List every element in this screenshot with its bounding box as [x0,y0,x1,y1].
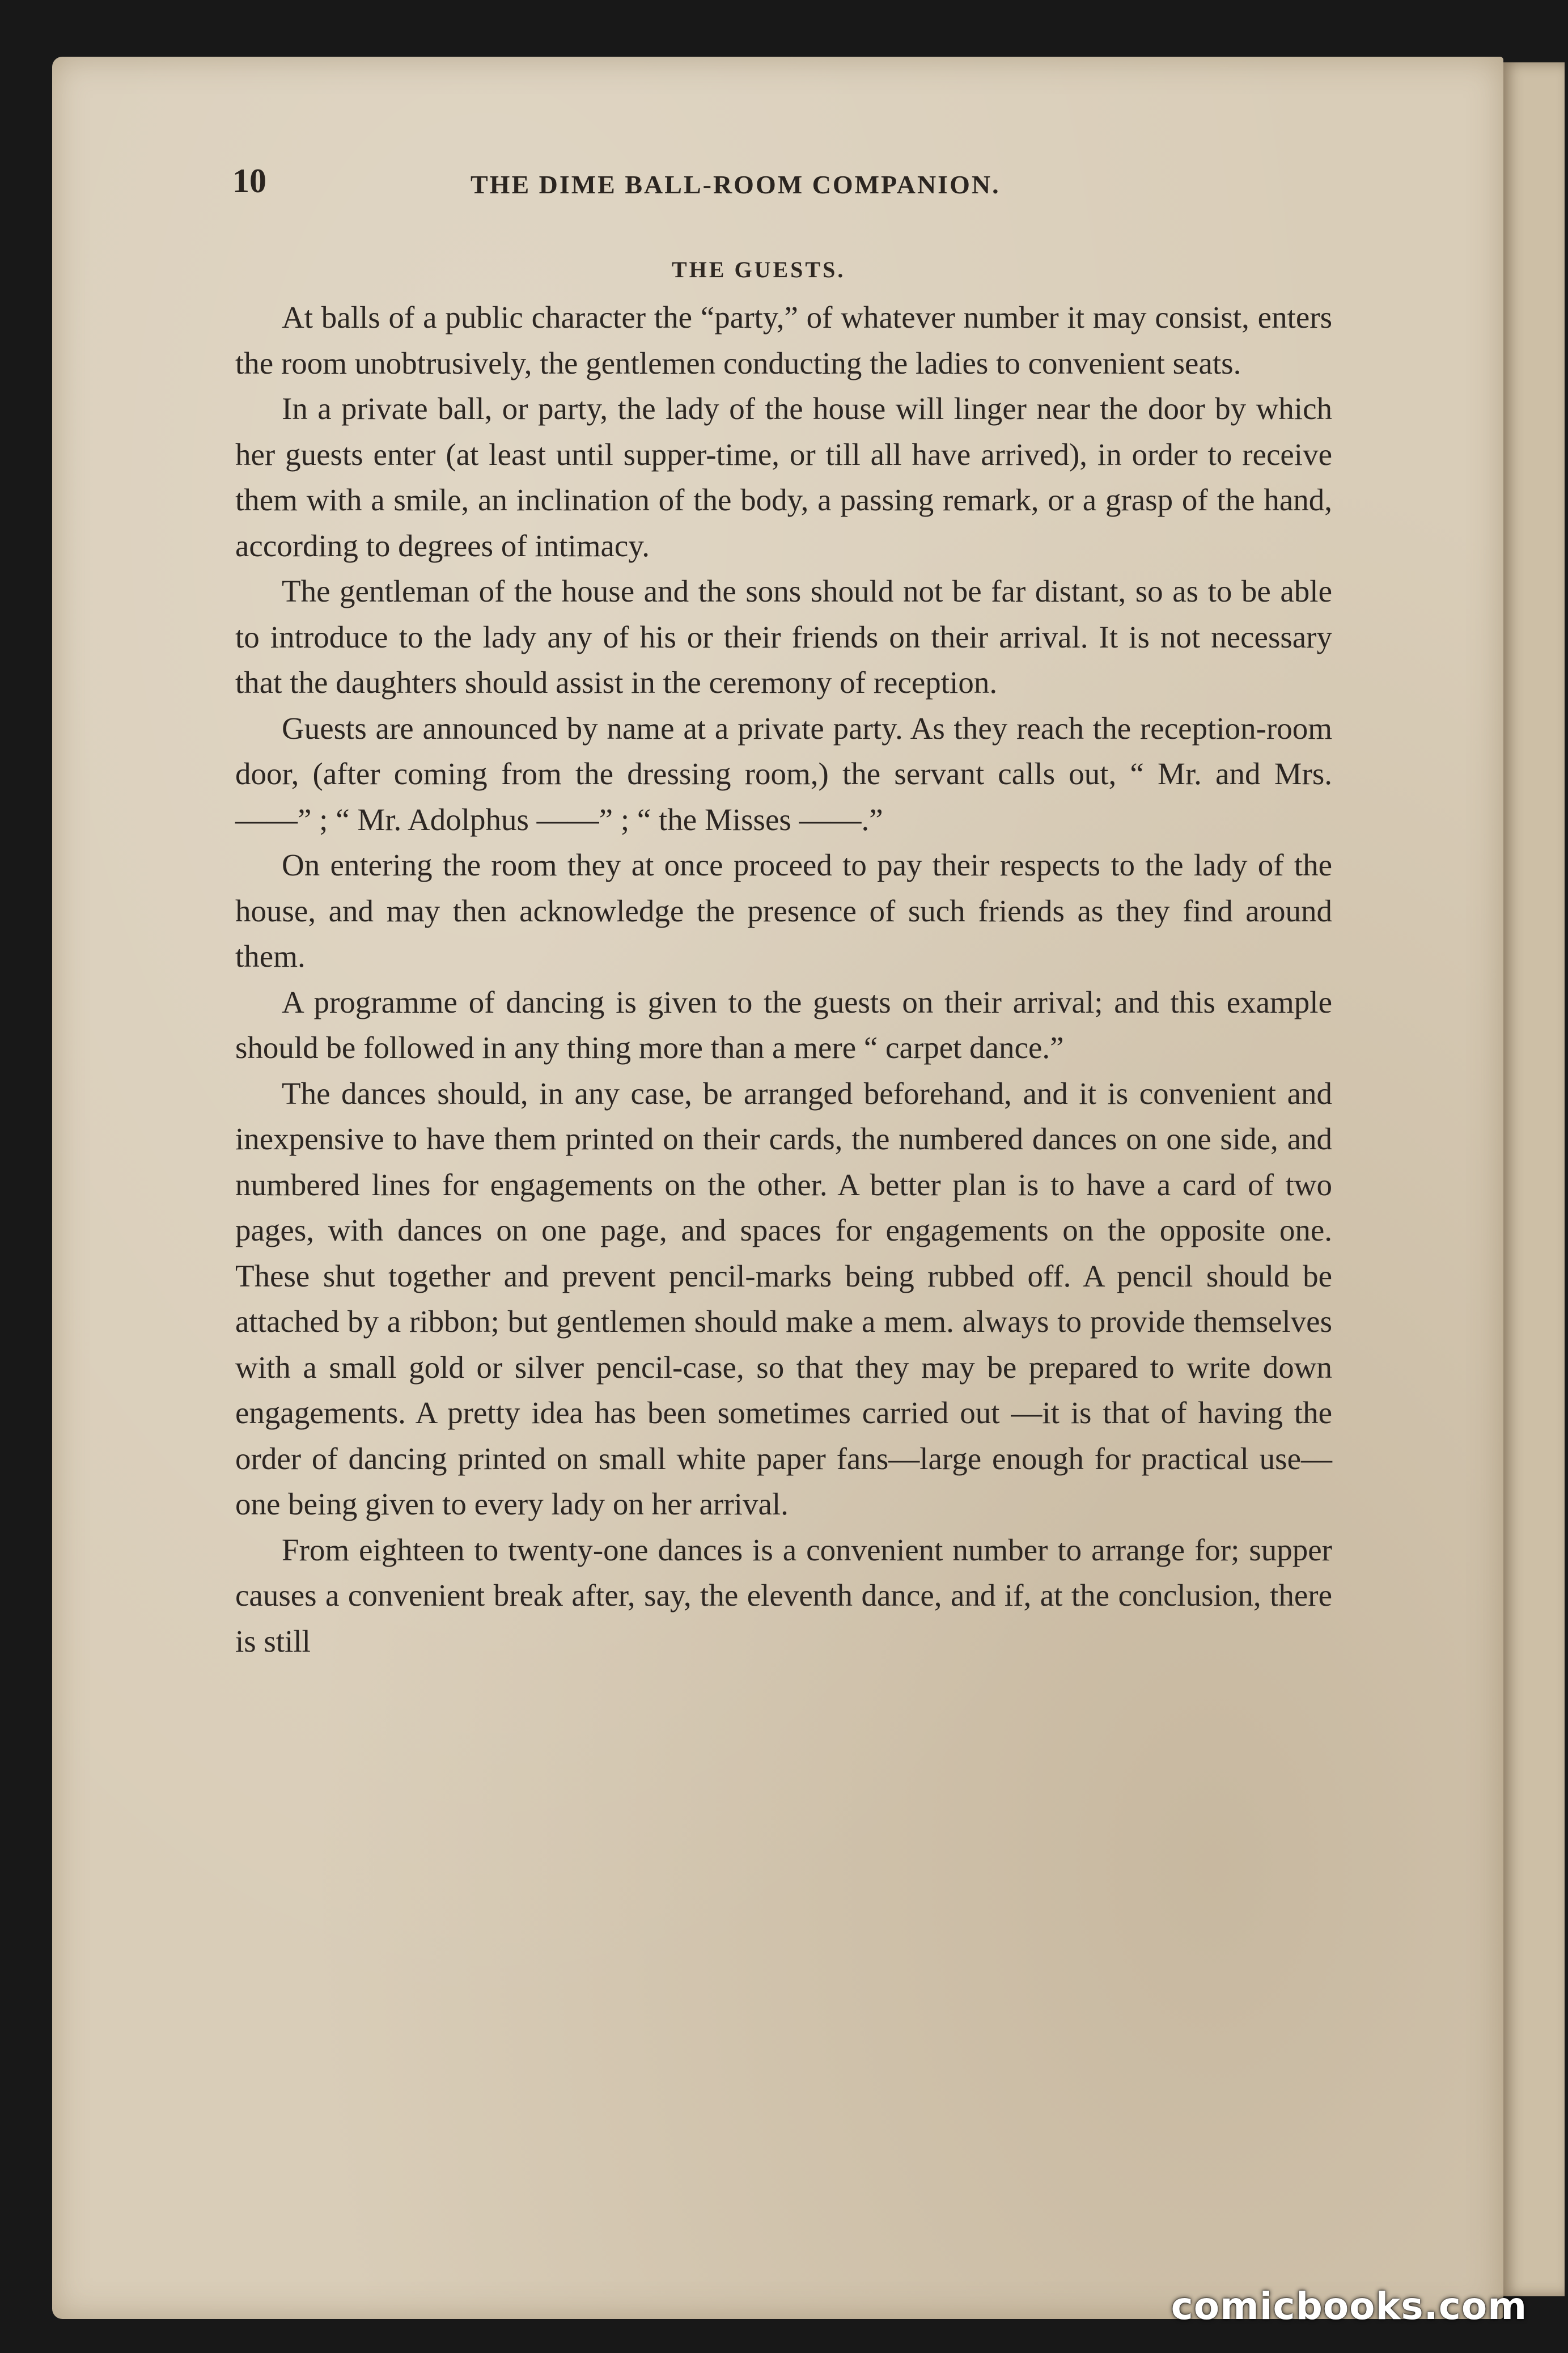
running-title: THE DIME BALL-ROOM COMPANION. [471,170,1001,199]
paragraph: The gentleman of the house and the sons should not be far distant, so as to be able to introduce to the lady any of his or their friends on their arrival. It is not necessary that the daughters should assist in the ceremony of reception. [235,574,1332,700]
section-title: THE GUESTS. [672,257,846,282]
running-header [181,162,1332,207]
paragraph: From eighteen to twenty-one dances is a convenient number to arrange for; supper causes a convenient break after, say, the eleventh dance, and if, at the conclusion, there is still [235,1532,1332,1658]
paragraph: The dances should, in any case, be arranged beforehand, and it is convenient and inexpensive to have them printed on their cards, the numbered dances on one side, and numbered lines for engagements on the other. A better plan is to have a card of two pages, with dances on one page, and spaces for engagements on the opposite one. These shut together and prevent pencil-marks being rubbed off. A pencil should be attached by a ribbon; but gentlemen should make a mem. always to provide themselves with a small gold or silver pencil-case, so that they may be prepared to write down engagements. A pretty idea has been sometimes carried out —it is that of having the order of dancing printed on small white paper fans—large enough for practical use—one being given to every lady on her arrival. [235,1076,1332,1521]
paragraph: At balls of a public character the “party,” of whatever number it may consist, enters the room unobtrusively, the gentlemen conducting the ladies to convenient seats. [235,300,1332,380]
paragraph: On entering the room they at once proceed to pay their respects to the lady of the house, and may then acknowledge the presence of such friends as they find around them. [235,848,1332,974]
paragraph: A programme of dancing is given to the guests on their arrival; and this example should be followed in any thing more than a mere “ carpet dance.” [235,984,1332,1065]
page-number: 10 [232,162,266,200]
site-watermark: comicbooks.com [1171,2284,1527,2328]
facing-page-edge [1502,62,1565,2296]
paragraph: Guests are announced by name at a private party. As they reach the reception-room door, (after coming from the dressing room,) the servant calls out, “ Mr. and Mrs. ——” ; “ Mr. Adolphus ——” ; “ the Misses ——.” [235,710,1332,837]
paragraph: In a private ball, or party, the lady of the house will linger near the door by which her guests enter (at least until supper-time, or till all have arrived), in order to receive them with a smile, an inclination of the body, a passing remark, or a grasp of the hand, according to degrees of intimacy. [235,391,1332,563]
body-text [235,295,1332,1664]
